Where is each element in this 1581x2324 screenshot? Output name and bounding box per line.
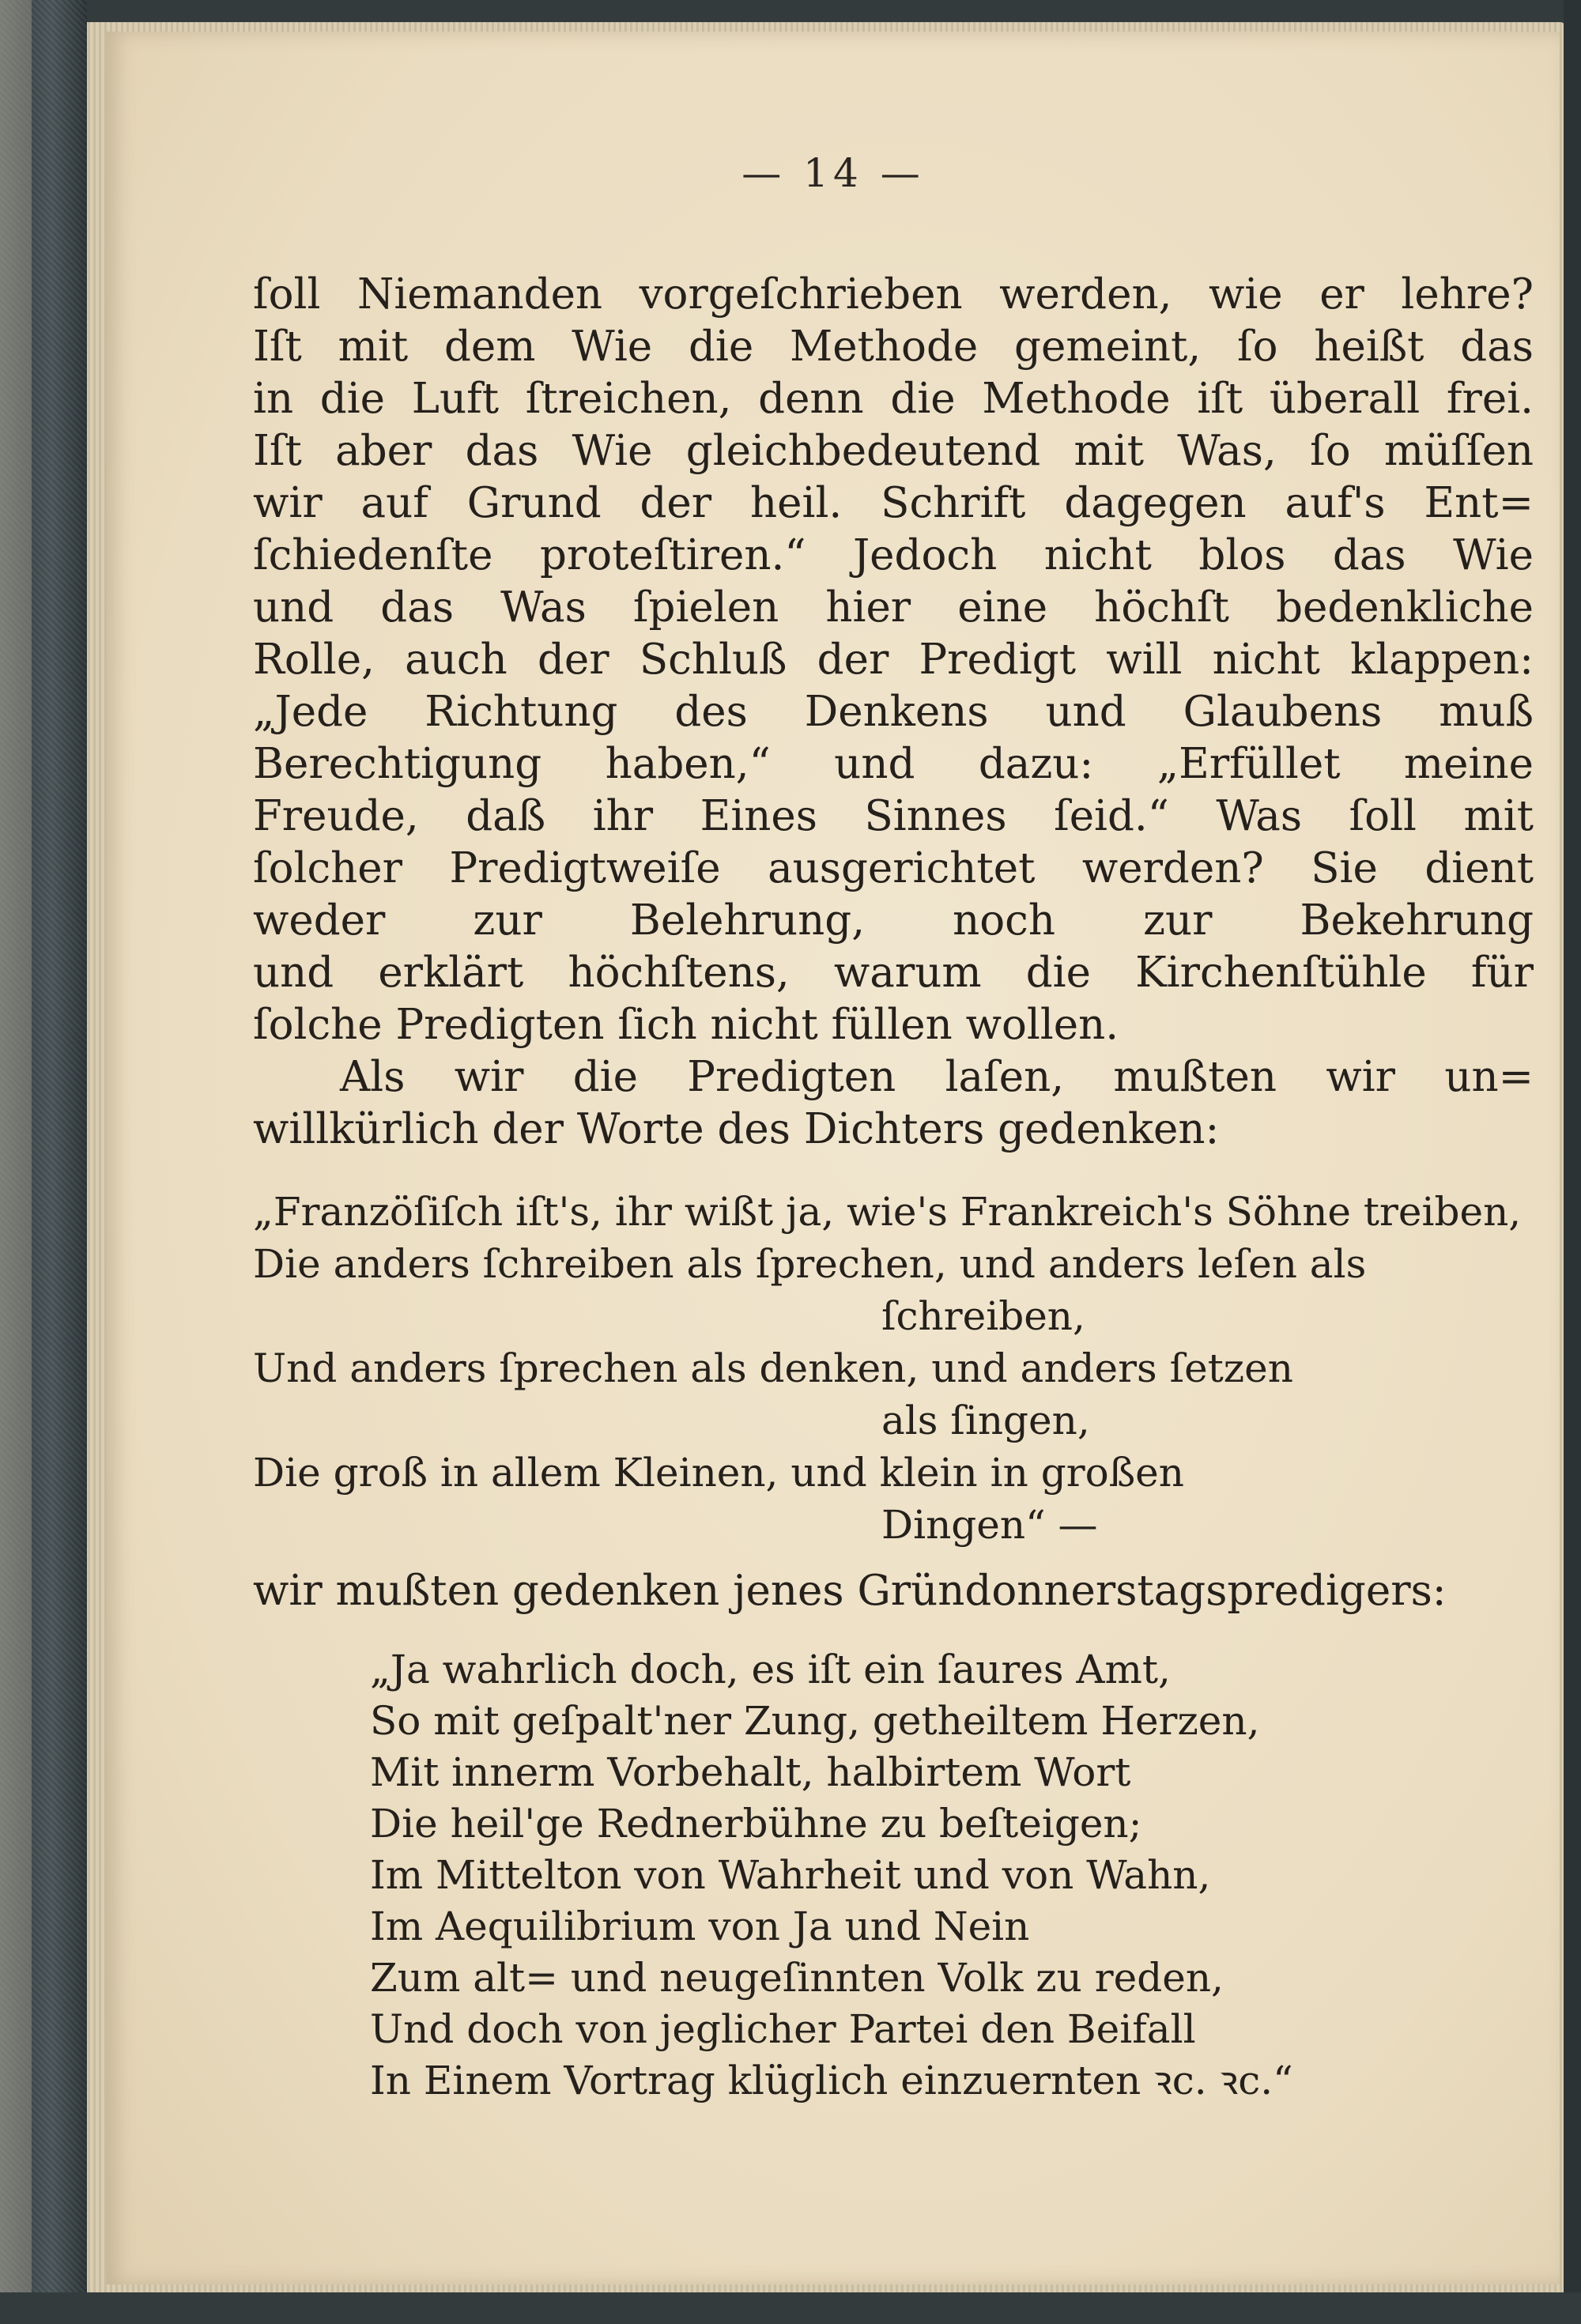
verse-line: „Franzöſiſch iſt's, ihr wißt ja, wie's Frankreich's Söhne treiben,: [253, 1189, 1522, 1235]
verse-line: Die heil'ge Rednerbühne zu beſteigen;: [370, 1801, 1142, 1847]
text-line: ſolche Predigten ſich nicht füllen wollen.: [253, 1001, 1119, 1049]
text-line: wir mußten gedenken jenes Gründonnerstagspredigers:: [253, 1567, 1447, 1615]
text-line: „Jede Richtung des Denkens und Glaubens muß: [253, 688, 1534, 736]
verse-line: Und doch von jeglicher Partei den Beifall: [370, 2006, 1196, 2052]
verse-line: Und anders ſprechen als denken, und anders ſetzen: [253, 1345, 1293, 1391]
text-line: ſoll Niemanden vorgeſchrieben werden, wie er lehre?: [253, 270, 1534, 319]
text-line: ſchiedenſte proteſtiren.“ Jedoch nicht blos das Wie: [253, 531, 1534, 579]
quotation-2: [253, 1644, 1534, 2107]
quotation-1: [253, 1186, 1534, 1551]
verse-line: Im Mittelton von Wahrheit und von Wahn,: [370, 1852, 1211, 1898]
verse-line-continuation: ſchreiben,: [881, 1293, 1085, 1339]
verse-line: Zum alt= und neugeſinnten Volk zu reden,: [370, 1955, 1224, 2001]
text-line: in die Luft ſtreichen, denn die Methode iſt überall frei.: [253, 375, 1534, 423]
verse-line: Im Aequilibrium von Ja und Nein: [370, 1903, 1030, 1949]
verse-line: Mit innerm Vorbehalt, halbirtem Wort: [370, 1749, 1131, 1795]
prose-paragraph-1: [253, 269, 1534, 1051]
verse-line-continuation: Dingen“ —: [881, 1502, 1098, 1548]
text-line: Als wir die Predigten laſen, mußten wir un=: [340, 1053, 1534, 1101]
page-number: — 14 —: [741, 150, 925, 196]
text-line: Berechtigung haben,“ und dazu: „Erfüllet meine: [253, 740, 1534, 788]
verse-line: „Ja wahrlich doch, es iſt ein ſaures Amt,: [370, 1647, 1171, 1692]
text-line: Rolle, auch der Schluß der Predigt will nicht klappen:: [253, 636, 1534, 684]
prose-paragraph-2: [253, 1051, 1534, 1156]
book-cover-right: [1564, 0, 1581, 2324]
text-line: ſolcher Predigtweiſe ausgerichtet werden? Sie dient: [253, 844, 1534, 892]
text-line: Iſt mit dem Wie die Methode gemeint, ſo heißt das: [253, 323, 1534, 371]
binding-worn-edge: [0, 0, 32, 2324]
book-cover-bottom: [0, 2292, 1581, 2324]
verse-line: Die anders ſchreiben als ſprechen, und anders leſen als: [253, 1241, 1367, 1287]
book-page: [107, 32, 1560, 2284]
verse-line: Die groß in allem Kleinen, und klein in großen: [253, 1450, 1184, 1496]
text-line: weder zur Belehrung, noch zur Bekehrung: [253, 896, 1534, 945]
page-text: [253, 269, 1534, 2107]
text-line: und das Was ſpielen hier eine höchſt bedenkliche: [253, 583, 1534, 632]
verse-line: In Einem Vortrag klüglich einzuernten ꝛc. ꝛc.“: [370, 2058, 1293, 2103]
text-line: Freude, daß ihr Eines Sinnes ſeid.“ Was ſoll mit: [253, 792, 1534, 840]
text-line: willkürlich der Worte des Dichters gedenken:: [253, 1105, 1220, 1153]
text-line: und erklärt höchſtens, warum die Kirchenſtühle für: [253, 949, 1534, 997]
book-cover-top: [0, 0, 1581, 24]
text-line: wir auf Grund der heil. Schrift dagegen auf's Ent=: [253, 479, 1534, 527]
verse-line-continuation: als ſingen,: [881, 1398, 1090, 1443]
verse-line: So mit geſpalt'ner Zung, getheiltem Herzen,: [370, 1698, 1260, 1744]
bridge-sentence: [253, 1565, 1534, 1617]
text-line: Iſt aber das Wie gleichbedeutend mit Was, ſo müſſen: [253, 427, 1534, 475]
